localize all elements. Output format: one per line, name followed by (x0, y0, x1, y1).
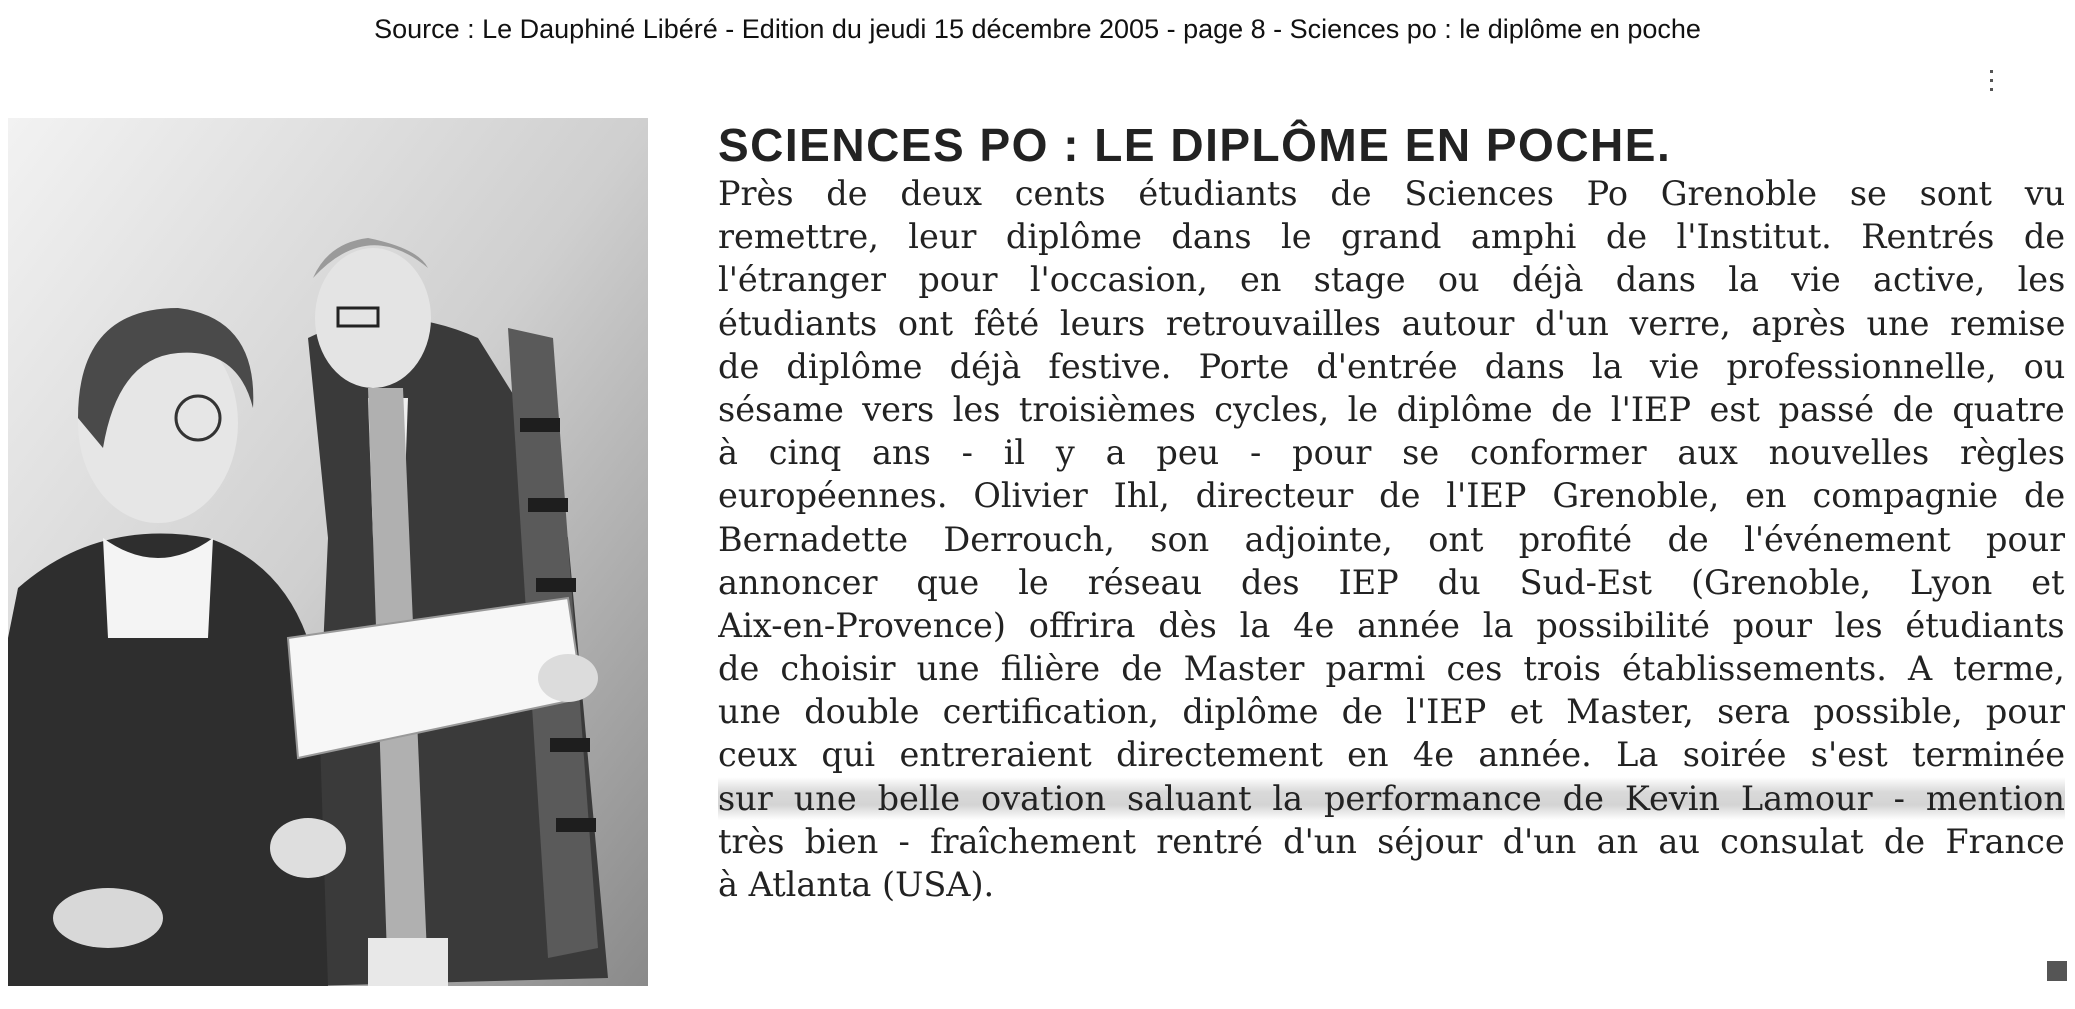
end-mark (2047, 961, 2067, 981)
article (718, 118, 2065, 906)
body-line: à Atlanta (USA). (718, 865, 995, 904)
body-line: ceux qui entreraient directement en 4e année. La soirée s'est terminée (718, 735, 2065, 775)
speck-mark (1990, 70, 1993, 92)
body-line: l'étranger pour l'occasion, en stage ou déjà dans la vie active, les (718, 260, 2065, 300)
body-line: de choisir une filière de Master parmi ces trois établissements. A terme, (718, 649, 2065, 689)
article-body (718, 172, 2065, 906)
article-photo (8, 118, 648, 986)
body-line: étudiants ont fêté leurs retrouvailles autour d'un verre, après une remise (718, 303, 2065, 343)
body-line: annoncer que le réseau des IEP du Sud-Est (Grenoble, Lyon et (718, 562, 2065, 602)
body-line: Près de deux cents étudiants de Sciences Po Grenoble se sont vu (718, 174, 2065, 213)
body-line: à cinq ans - il y a peu - pour se conformer aux nouvelles règles (718, 433, 2065, 473)
body-line-highlighted: sur une belle ovation saluant la performance de Kevin Lamour - mention (718, 777, 2065, 820)
body-line: de diplôme déjà festive. Porte d'entrée dans la vie professionnelle, ou (718, 346, 2065, 386)
body-line: Aix-en-Provence) offrira dès la 4e année la possibilité pour les étudiants (718, 605, 2065, 645)
body-line: très bien - fraîchement rentré d'un séjour d'un an au consulat de France (718, 821, 2065, 861)
source-line: Source : Le Dauphiné Libéré - Edition du jeudi 15 décembre 2005 - page 8 - Sciences po : le diplôme en poche (374, 14, 1701, 44)
article-headline: SCIENCES PO : LE DIPLÔME EN POCHE. (718, 119, 1672, 171)
body-line: Bernadette Derrouch, son adjointe, ont profité de l'événement pour (718, 519, 2065, 559)
body-line: sésame vers les troisièmes cycles, le diplôme de l'IEP est passé de quatre (718, 389, 2065, 429)
body-line: européennes. Olivier Ihl, directeur de l'IEP Grenoble, en compagnie de (718, 476, 2065, 516)
body-line: remettre, leur diplôme dans le grand amphi de l'Institut. Rentrés de (718, 217, 2065, 257)
body-line: une double certification, diplôme de l'IEP et Master, sera possible, pour (718, 692, 2065, 732)
